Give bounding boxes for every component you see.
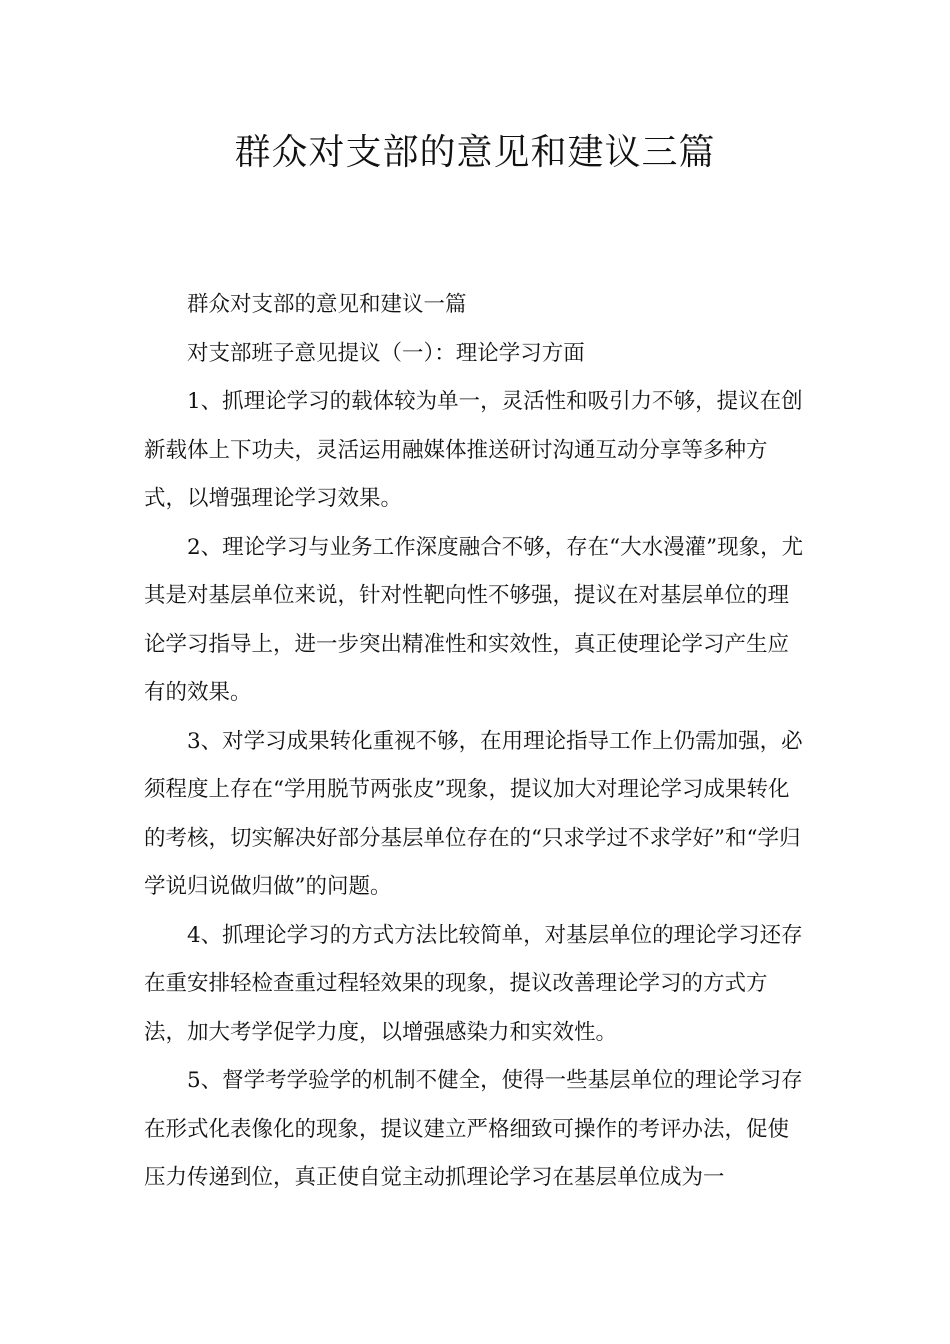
document-title: 群众对支部的意见和建议三篇 — [234, 132, 716, 173]
paragraph-item-4: 4、抓理论学习的方式方法比较简单，对基层单位的理论学习还存在重安排轻检查重过程轻效果的现象，提议改善理论学习的方式方法，加大考学促学力度，以增强感染力和实效性。 — [144, 922, 803, 1045]
paragraph-item-5: 5、督学考学验学的机制不健全，使得一些基层单位的理论学习存在形式化表像化的现象，提议建立严格细致可操作的考评办法，促使压力传递到位，真正使自觉主动抓理论学习在基层单位成为一 — [144, 1068, 803, 1190]
paragraph-item-2: 2、理论学习与业务工作深度融合不够，存在“大水漫灌”现象，尤其是对基层单位来说，针对性靶向性不够强，提议在对基层单位的理论学习指导上，进一步突出精准性和实效性，真正使理论学习产生应有的效果。 — [144, 534, 804, 705]
section-heading: 群众对支部的意见和建议一篇 — [187, 292, 467, 317]
paragraph-item-3: 3、对学习成果转化重视不够，在用理论指导工作上仍需加强，必须程度上存在“学用脱节两张皮”现象，提议加大对理论学习成果转化的考核，切实解决好部分基层单位存在的“只求学过不求学好”和“学归学说归说做归做”的问题。 — [144, 728, 803, 899]
subsection-heading: 对支部班子意见提议（一）：理论学习方面 — [187, 340, 585, 366]
paragraph-item-1: 1、抓理论学习的载体较为单一，灵活性和吸引力不够，提议在创新载体上下功夫，灵活运用融媒体推送研讨沟通互动分享等多种方式，以增强理论学习效果。 — [144, 389, 803, 511]
document-body — [144, 281, 808, 1203]
